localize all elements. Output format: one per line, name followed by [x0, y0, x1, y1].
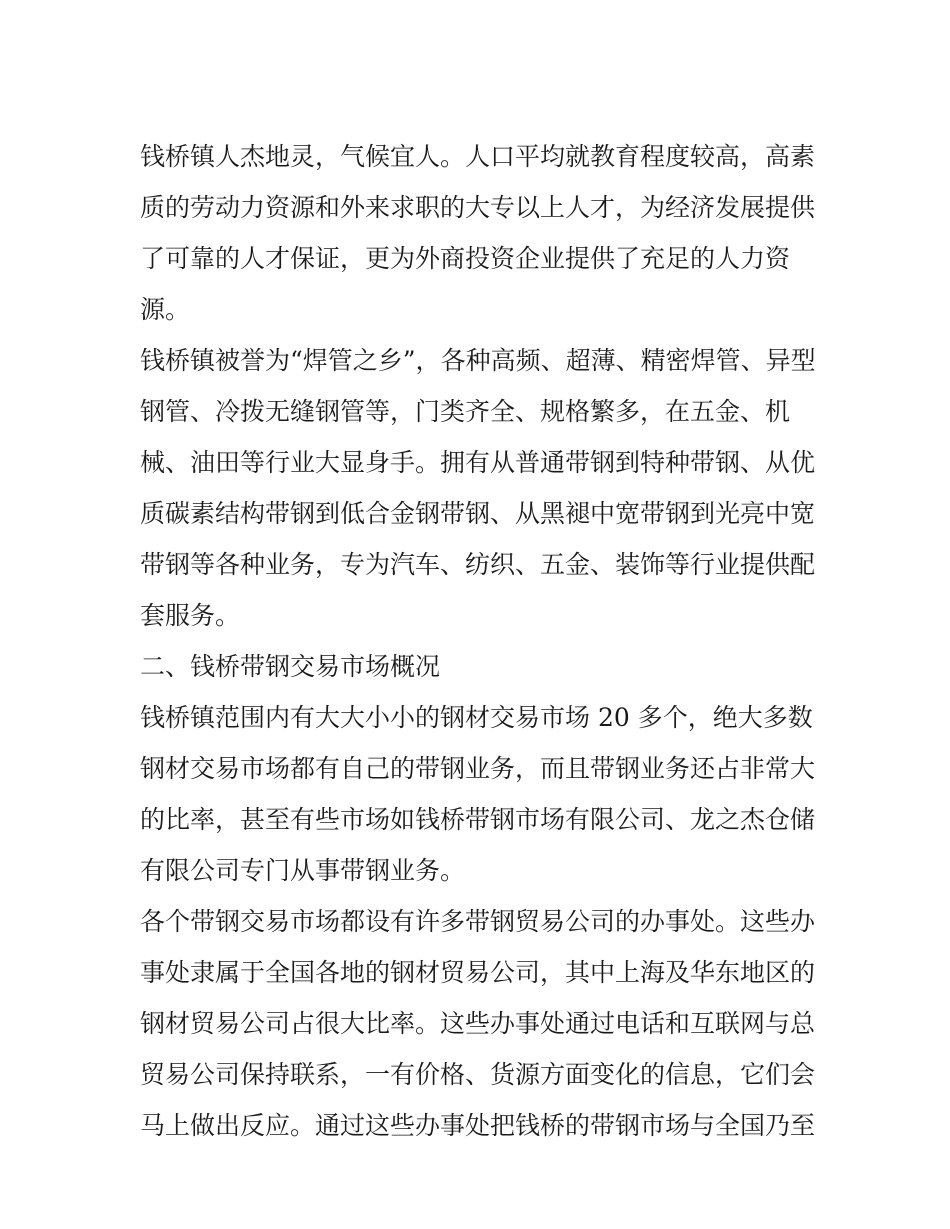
text-line: 钱桥镇人杰地灵，气候宜人。人口平均就教育程度较高，高素: [140, 142, 816, 171]
section-heading: 二、钱桥带钢交易市场概况: [140, 652, 441, 681]
text-line: 贸易公司保持联系，一有价格、货源方面变化的信息，它们会: [140, 1060, 816, 1089]
text-line: 套服务。: [140, 601, 241, 630]
text-line: 的比率，甚至有些市场如钱桥带钢市场有限公司、龙之杰仓储: [140, 805, 816, 834]
text-line: 有限公司专门从事带钢业务。: [140, 856, 466, 885]
text-line: 钱桥镇范围内有大大小小的钢材交易市场 20 多个，绝大多数: [140, 703, 813, 732]
text-line: 事处隶属于全国各地的钢材贸易公司，其中上海及华东地区的: [140, 958, 816, 987]
text-line: 各个带钢交易市场都设有许多带钢贸易公司的办事处。这些办: [140, 907, 816, 936]
text-line: 源。: [140, 295, 191, 324]
text-line: 械、油田等行业大显身手。拥有从普通带钢到特种带钢、从优: [140, 448, 816, 477]
text-line: 了可靠的人才保证，更为外商投资企业提供了充足的人力资: [140, 244, 791, 273]
text-line: 钢材贸易公司占很大比率。这些办事处通过电话和互联网与总: [140, 1009, 816, 1038]
text-line: 钱桥镇被誉为“焊管之乡”，各种高频、超薄、精密焊管、异型: [140, 346, 816, 375]
text-line: 钢管、冷拨无缝钢管等，门类齐全、规格繁多，在五金、机: [140, 397, 791, 426]
text-line: 钢材交易市场都有自己的带钢业务，而且带钢业务还占非常大: [140, 754, 816, 783]
text-line: 质的劳动力资源和外来求职的大专以上人才，为经济发展提供: [140, 193, 816, 222]
text-line: 质碳素结构带钢到低合金钢带钢、从黑褪中宽带钢到光亮中宽: [140, 499, 816, 528]
text-line: 马上做出反应。通过这些办事处把钱桥的带钢市场与全国乃至: [140, 1111, 816, 1140]
text-line: 带钢等各种业务，专为汽车、纺织、五金、装饰等行业提供配: [140, 550, 816, 579]
